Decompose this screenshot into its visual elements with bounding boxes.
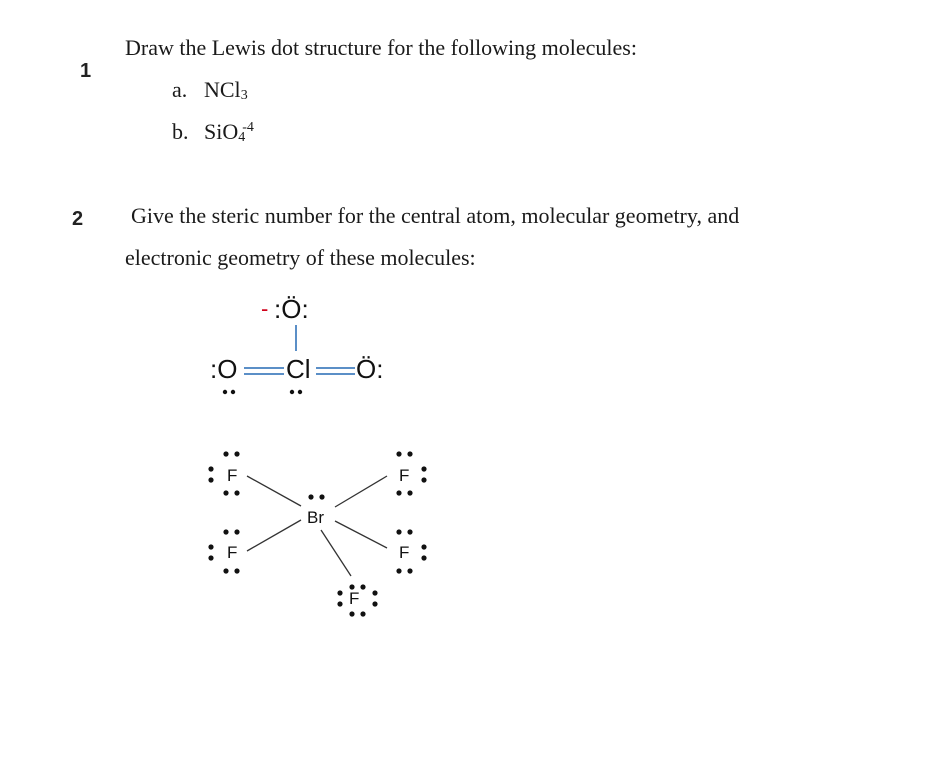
fluorine-label: F: [227, 543, 238, 562]
question-1-item-b: [172, 119, 254, 146]
lone-pair-dot: [396, 451, 401, 456]
right-oxygen-label: Ö:: [356, 354, 384, 384]
lone-pair-dot: [290, 390, 294, 394]
fluorine-label: F: [349, 589, 360, 608]
lone-pair-dot: [337, 590, 342, 595]
lone-pair-dot: [407, 451, 412, 456]
lone-pair-dot: [396, 568, 401, 573]
question-1-item-a: [172, 77, 248, 104]
lone-pair-dot: [208, 555, 213, 560]
lone-pair-dot: [372, 590, 377, 595]
formula-subscript: 3: [240, 88, 248, 103]
lone-pair-dot: [298, 390, 302, 394]
fluorine-label: F: [399, 466, 410, 485]
bond-upper-right: [335, 476, 387, 507]
lone-pair-dot: [234, 568, 239, 573]
formula-superscript: -4: [242, 120, 254, 135]
question-2-prompt-line-2: electronic geometry of these molecules:: [125, 245, 476, 270]
lone-pair-dot: [407, 490, 412, 495]
lone-pair-dot: [396, 529, 401, 534]
left-oxygen-label: :O: [210, 354, 238, 384]
lone-pair-dot: [337, 601, 342, 606]
lone-pair-dot: [319, 494, 324, 499]
lone-pair-dot: [372, 601, 377, 606]
lone-pair-dot: [223, 568, 228, 573]
lone-pair-dot: [223, 529, 228, 534]
lone-pair-dot: [396, 490, 401, 495]
lone-pair-dot: [223, 390, 227, 394]
question-number-2: 2: [72, 208, 84, 230]
charge-label: -: [261, 296, 269, 321]
question-number-1: 1: [80, 60, 92, 82]
bond-lower-right: [335, 521, 387, 548]
lone-pair-dot: [421, 466, 426, 471]
lone-pair-dot: [407, 568, 412, 573]
question-2-prompt-line-1: Give the steric number for the central atom, molecular geometry, and: [131, 203, 740, 228]
lone-pair-dot: [349, 611, 354, 616]
lone-pair-dot: [208, 466, 213, 471]
center-atom-label: Br: [307, 508, 324, 527]
lone-pair-dot: [421, 477, 426, 482]
lone-pair-dot: [234, 451, 239, 456]
lone-pair-dot: [407, 529, 412, 534]
lone-pair-dot: [421, 544, 426, 549]
lone-pair-dot: [208, 477, 213, 482]
formula-base: NCl: [204, 77, 241, 102]
fluorine-label: F: [227, 466, 238, 485]
item-letter: a.: [172, 77, 188, 102]
lone-pair-dot: [234, 529, 239, 534]
chlorate-lewis-structure: [195, 285, 415, 405]
center-atom-label: Cl: [286, 354, 311, 384]
lone-pair-dot: [208, 544, 213, 549]
lone-pair-dot: [360, 611, 365, 616]
lone-pair-dot: [421, 555, 426, 560]
formula-base: SiO: [204, 119, 239, 144]
bond-lower-left: [247, 520, 301, 551]
lone-pair-dot: [308, 494, 313, 499]
lone-pair-dot: [360, 584, 365, 589]
top-oxygen-label: :Ö:: [274, 294, 309, 324]
fluorine-label: F: [399, 543, 410, 562]
lone-pair-dot: [223, 451, 228, 456]
lone-pair-dot: [231, 390, 235, 394]
bond-upper-left: [247, 476, 301, 506]
bond-bottom: [321, 530, 351, 576]
item-letter: b.: [172, 119, 189, 144]
brf5-lewis-structure: [195, 440, 445, 620]
formula-subscript: 4: [238, 130, 246, 145]
lone-pair-dot: [234, 490, 239, 495]
question-1-prompt: Draw the Lewis dot structure for the following molecules:: [125, 35, 637, 60]
lone-pair-dot: [223, 490, 228, 495]
